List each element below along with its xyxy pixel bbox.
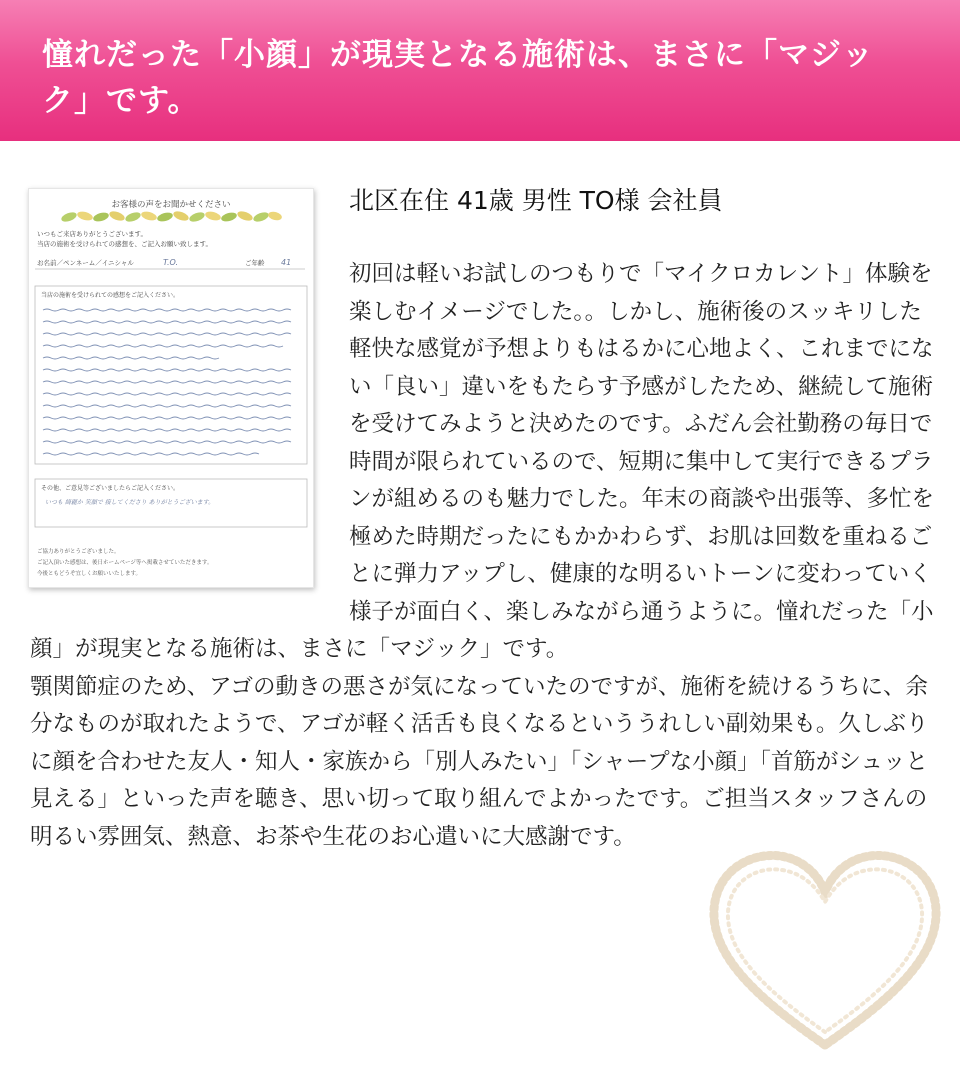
page-title: 憧れだった「小顔」が現実となる施術は、まさに「マジック」です。 — [42, 37, 874, 119]
heart-wreath-icon — [700, 840, 950, 1055]
voice-card-name-label: お名前／ペンネーム／イニシャル — [37, 259, 134, 267]
voice-card-name-value: T.O. — [163, 258, 178, 267]
other-prompt: その他、ご意見等ございましたらご記入ください。 — [41, 485, 180, 492]
review-text — [30, 256, 942, 856]
customer-profile: 北区在住 41歳 男性 TO様 会社員 — [349, 186, 723, 215]
voice-card-age-label: ご年齢 — [245, 259, 265, 267]
voice-card-footer-2: ご記入頂いた感想は、後日ホームページ等へ掲載させていただきます。 — [37, 560, 213, 566]
voice-card-age-value: 41 — [281, 258, 292, 267]
review-paragraph-1: 初回は軽いお試しのつもりで「マイクロカレント」体験を楽しむイメージでした。。しかし、施術後のスッキリした軽快な感覚が予想よりもはるかに心地よく、これまでにない「良い」違いをもたらす予感がしたため、継続して施術を受けてみようと決めたのです。ふだん会社勤務の毎日で時間が限られているので、短期に集中して実行できるプランが組めるのも魅力でした。年末の商談や出張等、多忙を極めた時期だったにもかかわらず、お肌は回数を重ねるごとに弾力アップし、健康的な明るいトーンに変わっていく様子が面白く、楽しみながら通うように。憧れだった「小顔」が現実となる施術は、まさに「マジック」です。 — [30, 261, 935, 662]
review-paragraph-2: 顎関節症のため、アゴの動きの悪さが気になっていたのですが、施術を続けるうちに、余分なものが取れたようで、アゴが軽く活舌も良くなるといううれしい副効果も。久しぶりに顔を合わせた友人・知人・家族から「別人みたい」「シャープな小顔」「首筋がシュッと見える」といった声を聴き、思い切って取り組んでよかったです。ご担当スタッフさんの明るい雰囲気、熱意、お茶や生花のお心遣いに大感謝です。 — [30, 673, 929, 850]
card-float-spacer — [30, 256, 349, 596]
leaf-garland-icon — [60, 210, 283, 224]
voice-card-footer-3: 今後ともどうぞ宜しくお願いいたします。 — [37, 571, 142, 577]
page-header — [0, 0, 960, 141]
impression-prompt: 当店の施術を受けられての感想をご記入ください。 — [41, 292, 180, 299]
voice-card-thanks-2: 当店の施術を受けられての感想を、ご記入お願い致します。 — [37, 240, 212, 248]
other-comments-value: いつも 綺麗か 笑顔で 接してくださり ありがとうございます。 — [45, 499, 215, 506]
voice-card-footer-1: ご協力ありがとうございました。 — [37, 549, 120, 555]
voice-card-title: お客様の声をお聞かせください — [111, 200, 231, 210]
voice-card-thanks-1: いつもご来店ありがとうございます。 — [37, 230, 147, 238]
